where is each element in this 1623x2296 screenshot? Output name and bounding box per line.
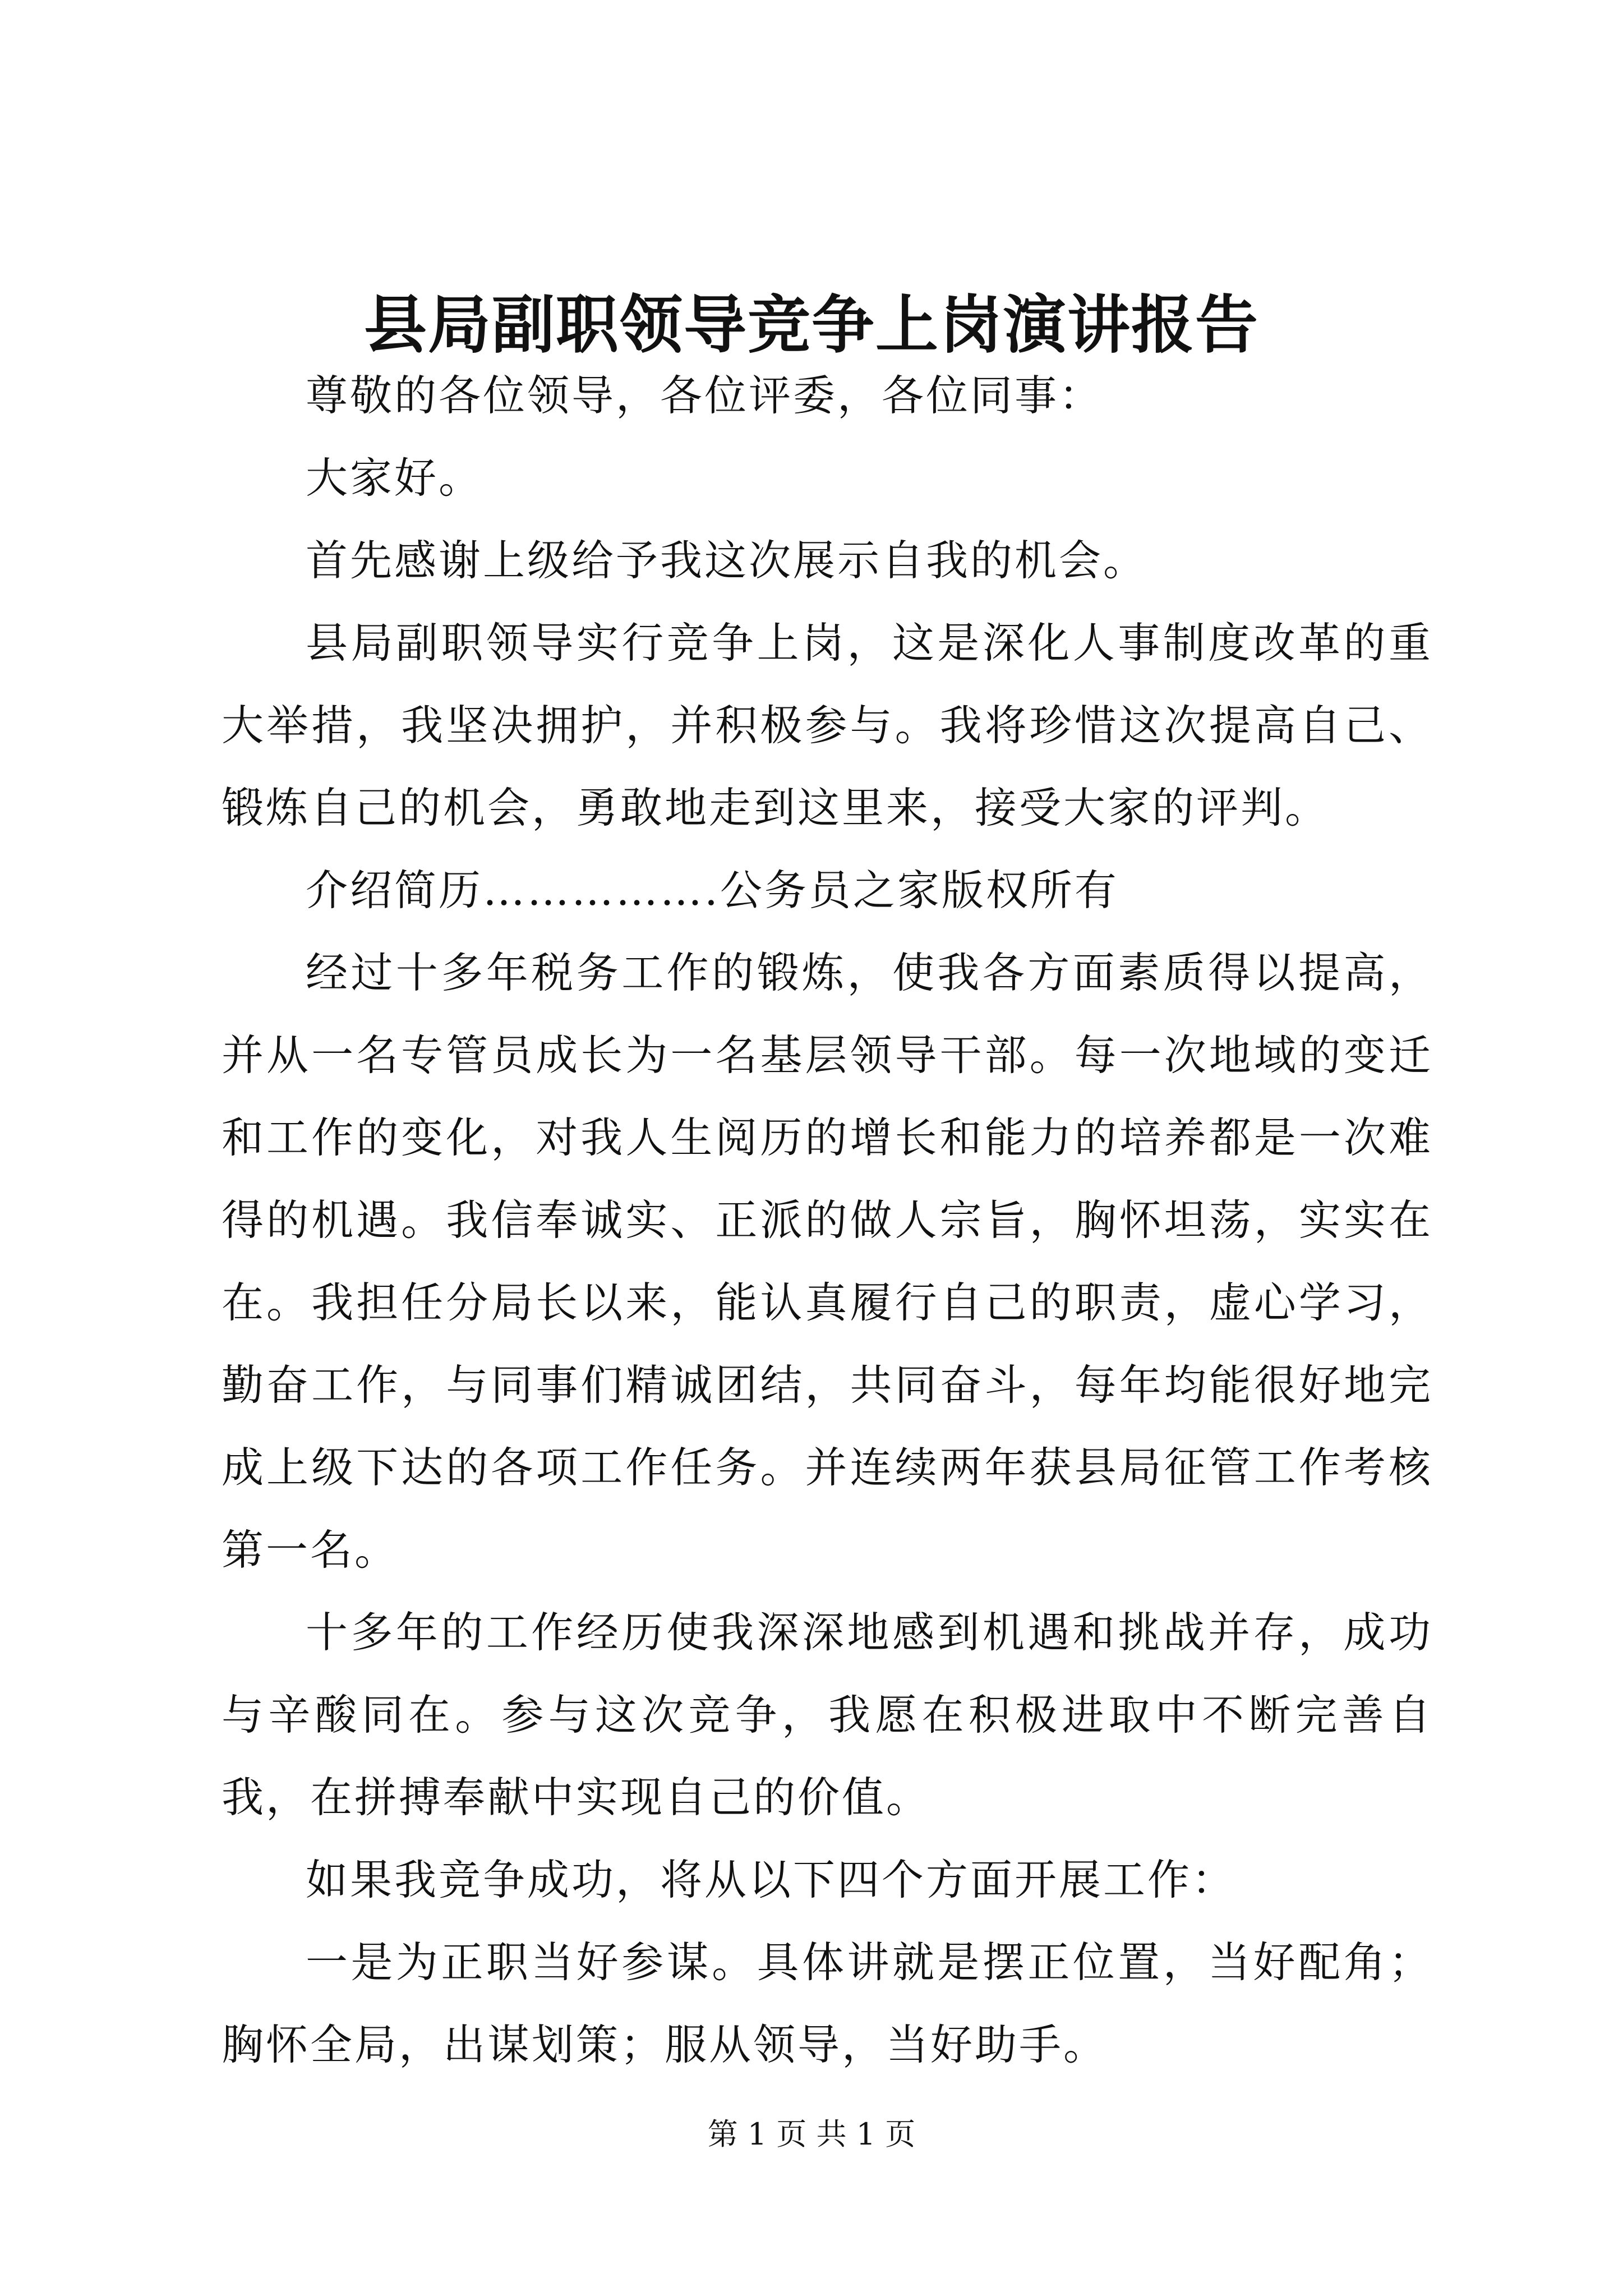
page-footer: 第 1 页 共 1 页: [707, 2116, 916, 2152]
paragraph-greeting: 大家好。: [306, 453, 483, 503]
paragraph-reflection: 十多年的工作经历使我深深地感到机遇和挑战并存，成功与辛酸同在。参与这次竞争，我愿在积极进取中不断完善自我，在拼搏奉献中实现自己的价值。: [222, 1608, 1433, 1822]
paragraph-salutation: 尊敬的各位领导，各位评委，各位同事：: [306, 371, 1104, 420]
paragraph-support: 县局副职领导实行竞争上岗，这是深化人事制度改革的重大举措，我坚决拥护，并积极参与。我将珍惜这次提高自己、锻炼自己的机会，勇敢地走到这里来，接受大家的评判。: [222, 618, 1433, 832]
paragraph-experience: 经过十多年税务工作的锻炼，使我各方面素质得以提高，并从一名专管员成长为一名基层领导干部。每一次地域的变迁和工作的变化，对我人生阅历的增长和能力的培养都是一次难得的机遇。我信奉诚实、正派的做人宗旨，胸怀坦荡，实实在在。我担任分局长以来，能认真履行自己的职责，虚心学习，勤奋工作，与同事们精诚团结，共同奋斗，每年均能很好地完成上级下达的各项工作任务。并连续两年获县局征管工作考核第一名。: [222, 948, 1433, 1575]
paragraph-thanks: 首先感谢上级给予我这次展示自我的机会。: [306, 536, 1148, 585]
document-title: 县局副职领导竞争上岗演讲报告: [364, 288, 1259, 362]
paragraph-plan-one: 一是为正职当好参谋。具体讲就是摆正位置，当好配角；胸怀全局，出谋划策；服从领导，当好助手。: [222, 1938, 1433, 2069]
paragraph-plan-intro: 如果我竞争成功，将从以下四个方面开展工作：: [306, 1855, 1237, 1904]
paragraph-resume-intro: 介绍简历…………….公务员之家版权所有: [306, 866, 1119, 915]
document-body: [222, 355, 1433, 2086]
